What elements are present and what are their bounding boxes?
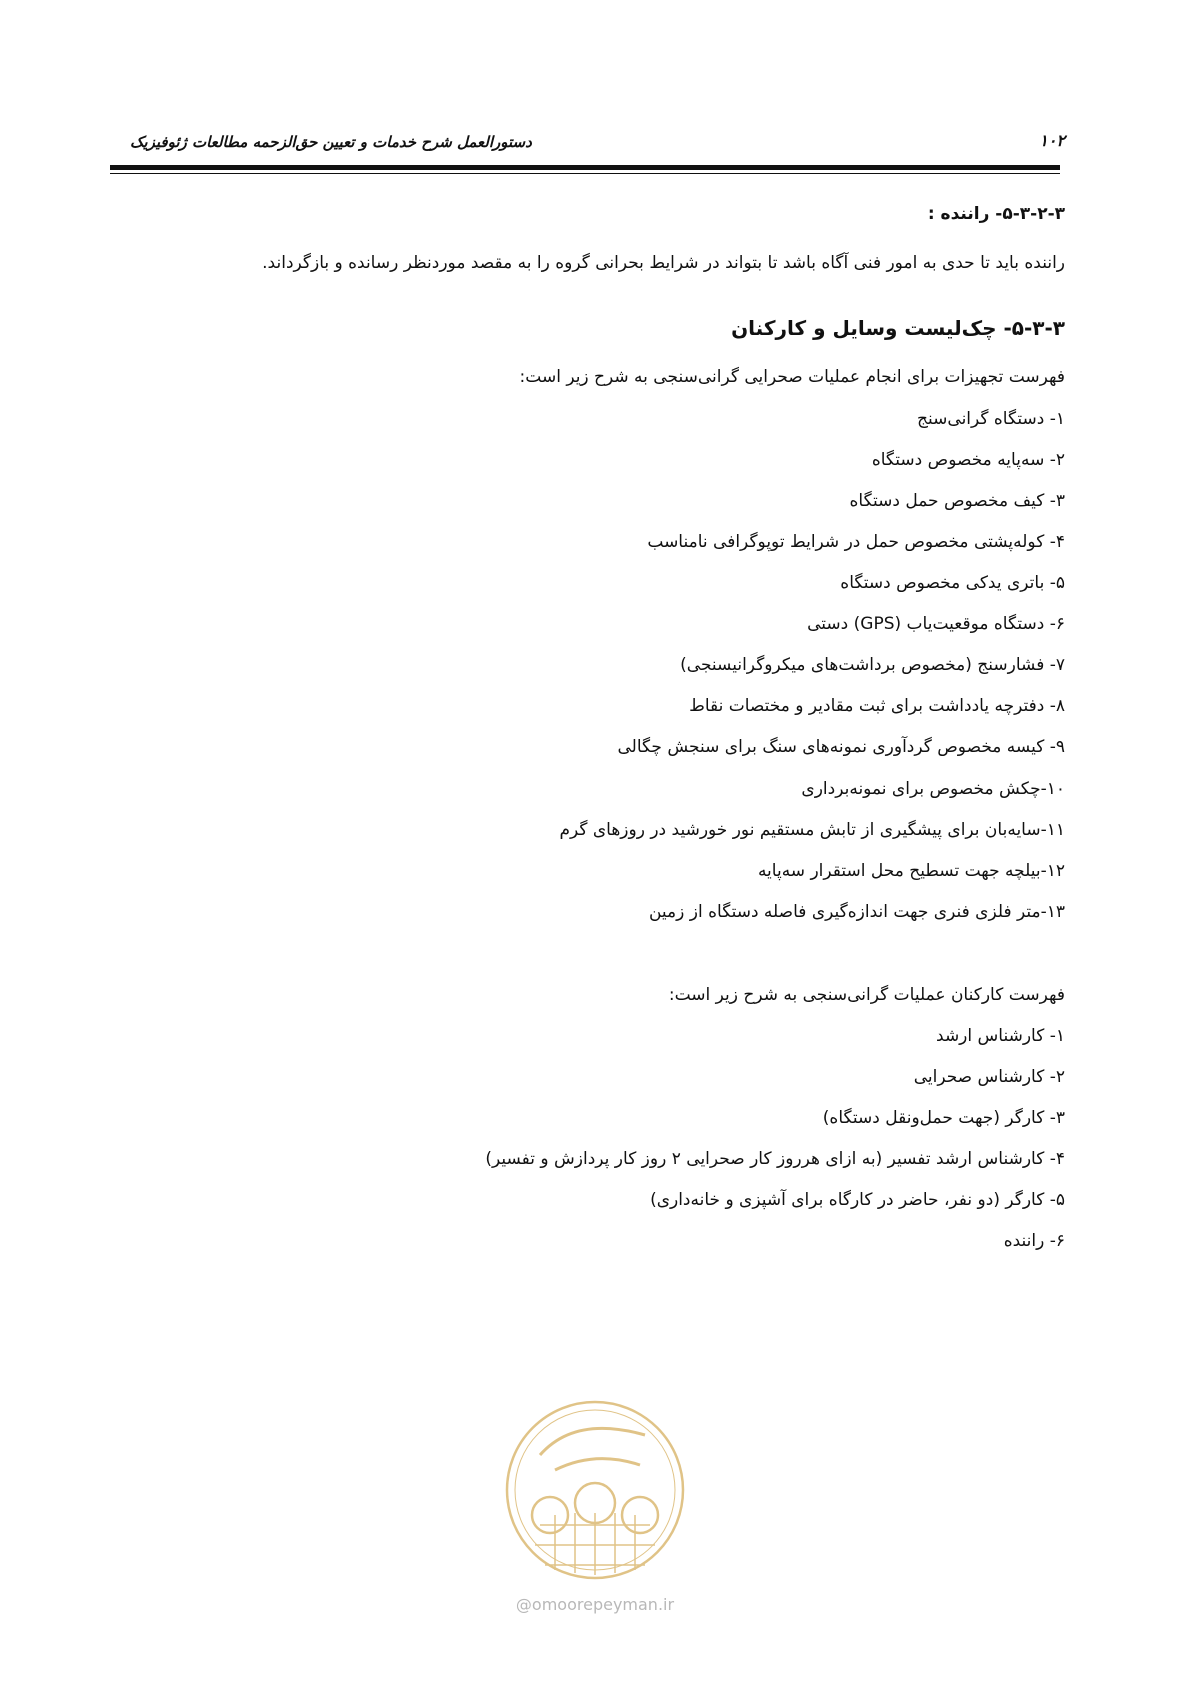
section-heading-checklist: ۵-۳-۳- چک‌لیست وسایل و کارکنان bbox=[731, 316, 1065, 340]
list-item: ۱- کارشناس ارشد bbox=[936, 1026, 1065, 1046]
header-rule-thin bbox=[110, 173, 1060, 174]
list-item: ۱۰-چکش مخصوص برای نمونه‌برداری bbox=[801, 779, 1065, 799]
list-item: ۶- دستگاه موقعیت‌یاب (GPS) دستی bbox=[807, 614, 1065, 634]
list-item: ۹- کیسه مخصوص گردآوری نمونه‌های سنگ برای سنجش چگالی bbox=[617, 737, 1065, 757]
header-title: دستورالعمل شرح خدمات و تعیین حق‌الزحمه مطالعات ژئوفیزیک bbox=[130, 133, 532, 151]
staff-intro: فهرست کارکنان عملیات گرانی‌سنجی به شرح زیر است: bbox=[668, 985, 1065, 1005]
section-heading-driver: ۵-۳-۲-۳- راننده : bbox=[927, 204, 1065, 224]
page-number: ۱۰۲ bbox=[1039, 131, 1065, 150]
list-item: ۶- راننده bbox=[1003, 1231, 1065, 1251]
driver-paragraph: راننده باید تا حدی به امور فنی آگاه باشد تا بتواند در شرایط بحرانی گروه را به مقصد موردنظر رسانده و بازگرداند. bbox=[262, 253, 1065, 273]
list-item: ۱۱-سایه‌بان برای پیشگیری از تابش مستقیم نور خورشید در روزهای گرم bbox=[559, 820, 1065, 840]
list-item: ۵- کارگر (دو نفر، حاضر در کارگاه برای آشپزی و خانه‌داری) bbox=[650, 1190, 1065, 1210]
watermark-text: @omoorepeyman.ir bbox=[515, 1595, 675, 1614]
equipment-intro: فهرست تجهیزات برای انجام عملیات صحرایی گرانی‌سنجی به شرح زیر است: bbox=[519, 367, 1065, 387]
list-item: ۲- سه‌پایه مخصوص دستگاه bbox=[871, 450, 1065, 470]
list-item: ۴- کارشناس ارشد تفسیر (به ازای هرروز کار صحرایی ۲ روز کار پردازش و تفسیر) bbox=[485, 1149, 1065, 1169]
header-rule-thick bbox=[110, 165, 1060, 170]
list-item: ۷- فشارسنج (مخصوص برداشت‌های میکروگرانیسنجی) bbox=[680, 655, 1065, 675]
list-item: ۱- دستگاه گرانی‌سنج bbox=[917, 409, 1065, 429]
list-item: ۱۲-بیلچه جهت تسطیح محل استقرار سه‌پایه bbox=[757, 861, 1065, 881]
list-item: ۱۳-متر فلزی فنری جهت اندازه‌گیری فاصله دستگاه از زمین bbox=[648, 902, 1065, 922]
omoore-peyman-logo bbox=[495, 1395, 695, 1585]
list-item: ۳- کیف مخصوص حمل دستگاه bbox=[849, 491, 1065, 511]
list-item: ۵- باتری یدکی مخصوص دستگاه bbox=[840, 573, 1065, 593]
list-item: ۴- کوله‌پشتی مخصوص حمل در شرایط توپوگرافی نامناسب bbox=[647, 532, 1065, 552]
list-item: ۸- دفترچه یادداشت برای ثبت مقادیر و مختصات نقاط bbox=[689, 696, 1065, 716]
list-item: ۲- کارشناس صحرایی bbox=[913, 1067, 1065, 1087]
list-item: ۳- کارگر (جهت حمل‌ونقل دستگاه) bbox=[822, 1108, 1065, 1128]
